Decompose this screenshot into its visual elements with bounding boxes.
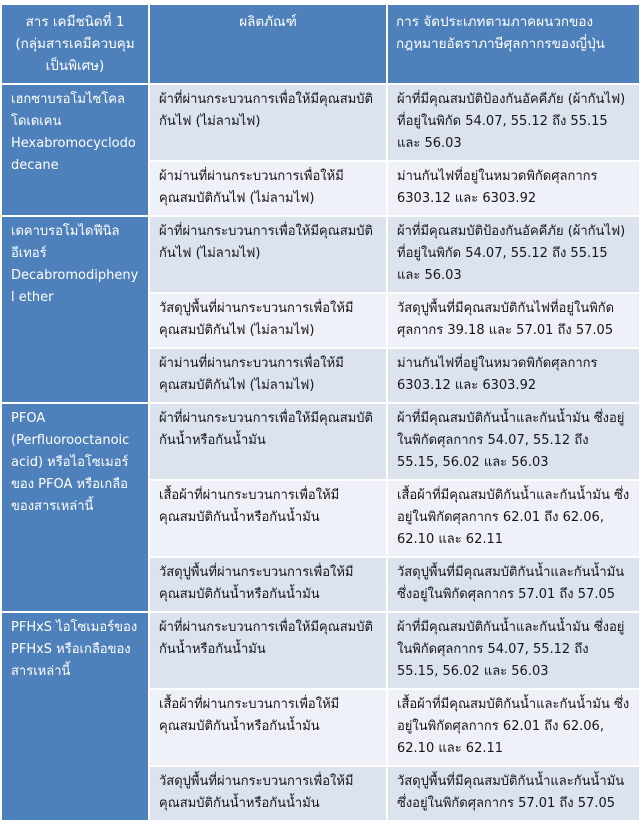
classification-cell: วัสดุปูพื้นที่มีคุณสมบัติกันน้ำและกันน้ำมัน ซึ่งอยู่​ในพิกัดศุลกากร 57.01 ถึง 57.05 — [387, 557, 640, 612]
classification-cell: เสื้อผ้าที่มีคุณสมบัติกันน้ำและกันน้ำมัน ซึ่งอยู่ใน​พิกัดศุลกากร 62.01 ถึง 62.06, 62.10 และ 62.11 — [387, 480, 640, 557]
table-row — [1, 612, 640, 689]
classification-cell: ม่านกันไฟที่อยู่ในหมวดพิกัดศุลกากร 6303.12 และ 6303.92 — [387, 161, 640, 216]
classification-cell: ม่านกันไฟที่อยู่ในหมวดพิกัดศุลกากร 6303.12 และ 6303.92 — [387, 348, 640, 403]
classification-cell: วัสดุปูพื้นที่มีคุณสมบัติกันไฟ​ที่อยู่ในพิกัดศุลกากร 39.18 และ 57.01 ถึง 57.05 — [387, 293, 640, 348]
product-cell: ผ้าม่านที่ผ่านกระบวนการเพื่อให้มี​คุณสมบัติกันไฟ (ไม่ลามไฟ) — [149, 161, 387, 216]
header-row — [1, 4, 640, 84]
product-cell: ผ้าที่ผ่านกระบวนการเพื่อให้มีคุณสมบัติ​กันน้ำหรือกันน้ำมัน — [149, 403, 387, 480]
classification-cell: ผ้าที่มีคุณสมบัติป้องกันอัคคีภัย (ผ้ากันไฟ) ที่อยู่​ในพิกัด 54.07, 55.12 ถึง 55.15 และ 56.03 — [387, 84, 640, 161]
product-cell: ผ้าที่ผ่านกระบวนการเพื่อให้มีคุณสมบัติ​กันไฟ (ไม่ลามไฟ) — [149, 84, 387, 161]
header-substance-line1: สาร เคมีชนิดที่ 1 — [25, 14, 125, 30]
header-product-column: ผลิตภัณฑ์ — [149, 4, 387, 84]
classification-cell: ผ้าที่มีคุณสมบัติป้องกันอัคคีภัย (ผ้ากันไฟ) ที่อยู่​ในพิกัด 54.07, 55.12 ถึง 55.15 และ 56.03 — [387, 216, 640, 293]
product-cell: วัสดุปูพื้นที่ผ่านกระบวนการเพื่อให้มี​คุณสมบัติกันน้ำหรือกันน้ำมัน — [149, 557, 387, 612]
table-row — [1, 216, 640, 293]
product-cell: ผ้าที่ผ่านกระบวนการเพื่อให้มีคุณสมบัติ​กันน้ำหรือกันน้ำมัน — [149, 612, 387, 689]
classification-cell: ผ้าที่มีคุณสมบัติกันน้ำและกันน้ำมัน ซึ่งอยู่ในพิกัด​ศุลกากร 54.07, 55.12 ถึง 55.15, 56.02 และ 56.03 — [387, 403, 640, 480]
substance-cell-hexabromocyclododecane: เฮกซาบรอโมไซโคลโดเดเคน Hexabromocyclododecane — [1, 84, 149, 216]
chemical-tariff-table — [0, 3, 640, 822]
classification-cell: เสื้อผ้าที่มีคุณสมบัติกันน้ำและกันน้ำมัน ซึ่งอยู่ใน​พิกัดศุลกากร 62.01 ถึง 62.06, 62.10 และ 62.11 — [387, 689, 640, 766]
substance-cell-decabromodiphenyl-ether: เดคาบรอโมไดฟีนิลอีเทอร์ Decabromodiphenyl ether — [1, 216, 149, 403]
product-cell: ผ้าม่านที่ผ่านกระบวนการเพื่อให้มี​คุณสมบัติกันไฟ (ไม่ลามไฟ) — [149, 348, 387, 403]
header-substance-column — [1, 4, 149, 84]
header-classification-column: การ จัดประเภทตามภาคผนวกของกฎหมาย​อัตราภาษีศุลกากรของญี่ปุ่น — [387, 4, 640, 84]
classification-cell: ผ้าที่มีคุณสมบัติกันน้ำและกันน้ำมัน ซึ่งอยู่ในพิกัด​ศุลกากร 54.07, 55.12 ถึง 55.15, 56.02 และ 56.03 — [387, 612, 640, 689]
product-cell: เสื้อผ้าที่ผ่านกระบวนการเพื่อให้มี​คุณสมบัติกันน้ำหรือกันน้ำมัน — [149, 689, 387, 766]
product-cell: เสื้อผ้าที่ผ่านกระบวนการเพื่อให้มี​คุณสมบัติกันน้ำหรือกันน้ำมัน — [149, 480, 387, 557]
substance-cell-pfhxs: PFHxS ไอโซเมอร์ของ PFHxS หรือเกลือของสารเหล่านี้ — [1, 612, 149, 821]
header-substance-line2: (กลุ่มสารเคมีควบคุมเป็นพิเศษ) — [15, 36, 135, 74]
product-cell: วัสดุปูพื้นที่ผ่านกระบวนการเพื่อให้มี​คุณสมบัติกันไฟ (ไม่ลามไฟ) — [149, 293, 387, 348]
substance-cell-pfoa: PFOA (Perfluorooctanoic acid) หรือไอโซเมอร์ของ PFOA หรือเกลือของสารเหล่านี้ — [1, 403, 149, 612]
table-row — [1, 84, 640, 161]
product-cell: ผ้าที่ผ่านกระบวนการเพื่อให้มีคุณสมบัติ​กันไฟ (ไม่ลามไฟ) — [149, 216, 387, 293]
product-cell: วัสดุปูพื้นที่ผ่านกระบวนการเพื่อให้มี​คุณสมบัติกันน้ำหรือกันน้ำมัน — [149, 766, 387, 821]
classification-cell: วัสดุปูพื้นที่มีคุณสมบัติกันน้ำและกันน้ำมัน ซึ่งอยู่​ในพิกัดศุลกากร 57.01 ถึง 57.05 — [387, 766, 640, 821]
table-row — [1, 403, 640, 480]
